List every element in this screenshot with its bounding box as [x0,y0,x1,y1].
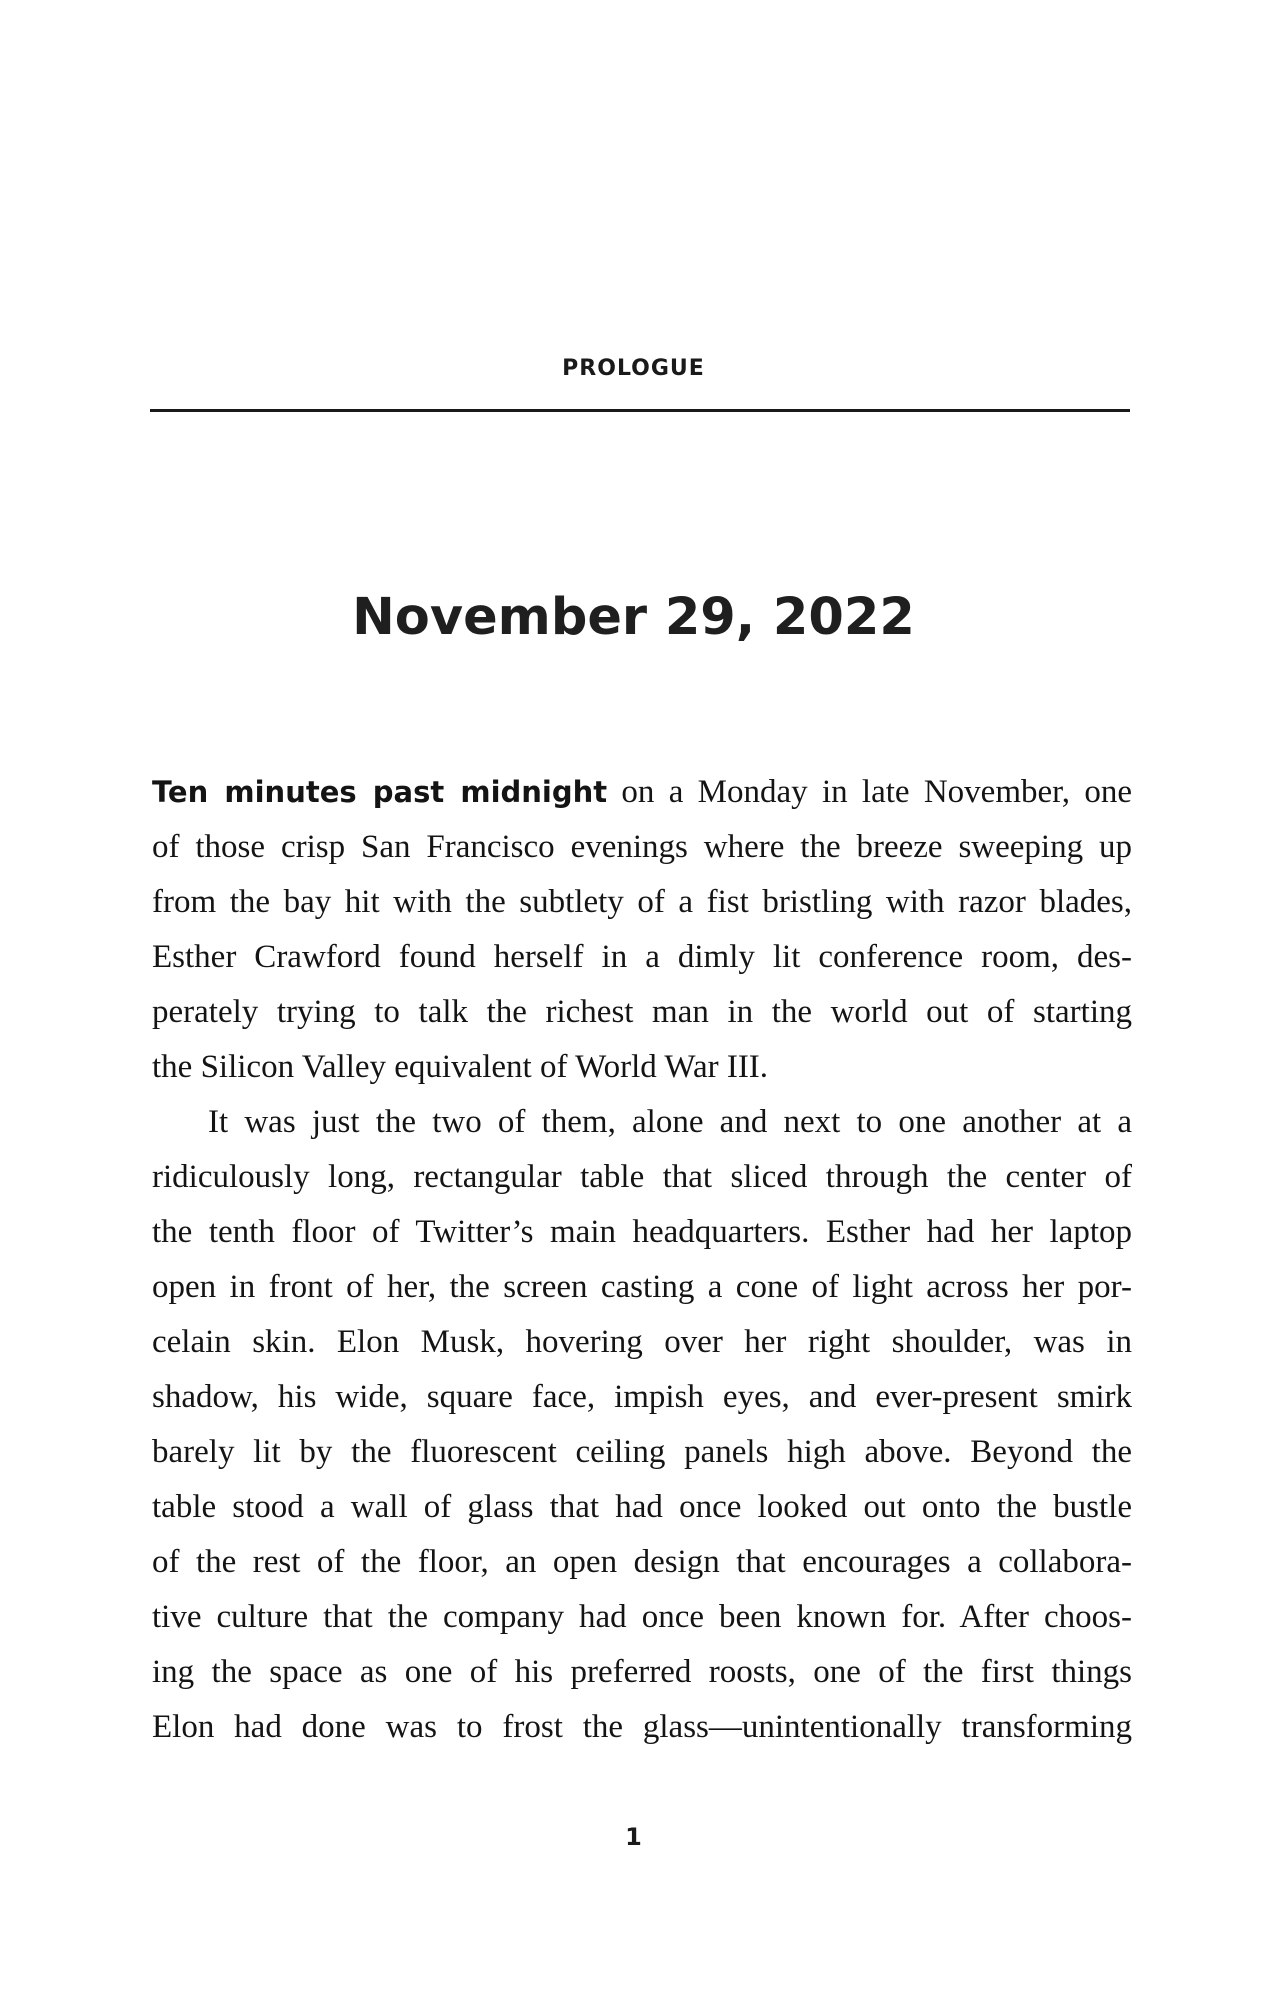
paragraph-2-line-4: open in front of her, the screen casting a cone of light across her por- [152,1269,1132,1305]
paragraph-2-line-9: of the rest of the floor, an open design that encourages a collabora- [152,1544,1132,1580]
paragraph-2-line-1: It was just the two of them, alone and next to one another at a [208,1104,1132,1140]
paragraph-2-line-2: ridiculously long, rectangular table that sliced through the center of [152,1159,1132,1195]
paragraph-2-line-6: shadow, his wide, square face, impish eyes, and ever-present smirk [152,1379,1132,1415]
lead-in: Ten minutes past midnight [152,775,608,809]
page-number: 1 [625,1823,642,1851]
paragraph-2-line-5: celain skin. Elon Musk, hovering over her right shoulder, was in [152,1324,1132,1360]
paragraph-2-line-3: the tenth floor of Twitter’s main headquarters. Esther had her laptop [152,1214,1132,1250]
paragraph-2-line-11: ing the space as one of his preferred roosts, one of the first things [152,1654,1132,1690]
paragraph-1-line-3: from the bay hit with the subtlety of a fist bristling with razor blades, [152,884,1132,920]
paragraph-1-line-1 [152,765,1132,820]
section-label: PROLOGUE [562,356,705,381]
header-rule [150,409,1130,412]
paragraph-2-line-12: Elon had done was to frost the glass—unintentionally transforming [152,1709,1132,1745]
paragraph-1-line-5: perately trying to talk the richest man in the world out of starting [152,994,1132,1030]
paragraph-1-line-6: the Silicon Valley equivalent of World War III. [152,1049,769,1085]
paragraph-1-line-2: of those crisp San Francisco evenings where the breeze sweeping up [152,829,1132,865]
chapter-title: November 29, 2022 [352,588,915,647]
paragraph-2-line-10: tive culture that the company had once been known for. After choos- [152,1599,1132,1635]
body-text [152,765,1132,1755]
paragraph-2-line-7: barely lit by the fluorescent ceiling panels high above. Beyond the [152,1434,1132,1470]
paragraph-2-line-8: table stood a wall of glass that had once looked out onto the bustle [152,1489,1132,1525]
line-text: on a Monday in late November, one [607,774,1133,810]
paragraph-1-line-4: Esther Crawford found herself in a dimly lit conference room, des- [152,939,1132,975]
